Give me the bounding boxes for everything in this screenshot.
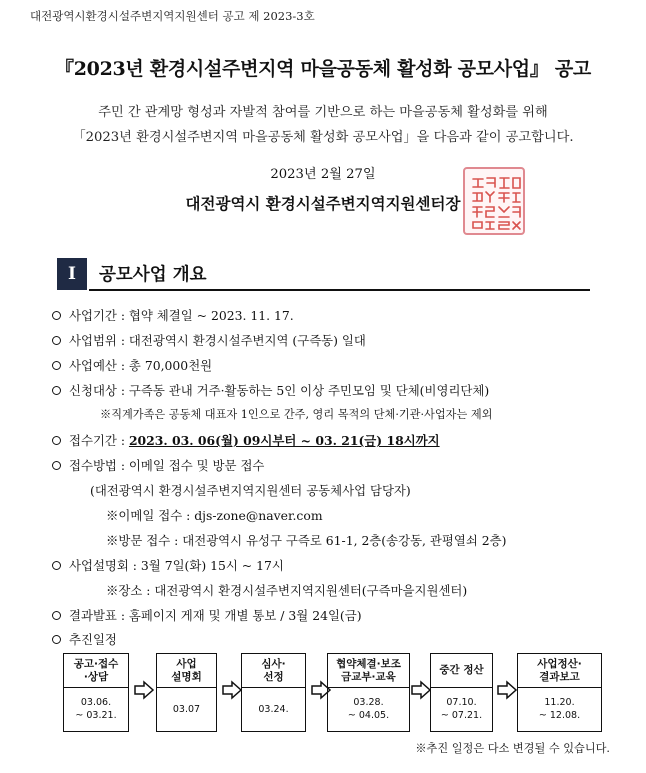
bullet-circle-icon <box>52 461 61 470</box>
flow-step-title: 사업 설명회 <box>157 654 216 688</box>
flow-step-date: 03.28. ~ 04.05. <box>347 697 390 721</box>
method-contact: (대전광역시 환경시설주변지역지원센터 공동체사업 담당자) <box>90 483 411 498</box>
bullet-circle-icon <box>52 386 61 395</box>
list-item-result: 결과발표 : 홈페이지 게재 및 개별 통보 / 3월 24일(금) <box>52 606 362 624</box>
flow-step-date: 03.07 <box>172 703 201 715</box>
list-item-reception: 접수기간 : 2023. 03. 06(월) 09시부터 ~ 03. 21(금) 18시까지 <box>52 431 440 449</box>
section-number: Ⅰ <box>57 258 87 290</box>
bullet-circle-icon <box>52 311 61 320</box>
target-note: ※직계가족은 공동체 대표자 1인으로 간주, 영리 목적의 단체·기관·사업자는 제외 <box>100 408 493 421</box>
visit-reception: ※방문 접수 : 대전광역시 유성구 구즉로 61-1, 2층(송강동, 관평열쇠 2층) <box>106 533 507 548</box>
bullet-circle-icon <box>52 436 61 445</box>
reception-period: 2023. 03. 06(월) 09시부터 ~ 03. 21(금) 18시까지 <box>128 433 440 448</box>
section-title: 공모사업 개요 <box>99 265 207 285</box>
bullet-circle-icon <box>52 561 61 570</box>
arrow-right-icon <box>496 680 518 700</box>
arrow-right-icon <box>133 680 155 700</box>
intro-line-1: 주민 간 관계망 형성과 자발적 참여를 기반으로 하는 마을공동체 활성화를 위해 <box>98 105 548 120</box>
list-item-scope: 사업범위 : 대전광역시 환경시설주변지역 (구즉동) 일대 <box>52 331 366 349</box>
flow-step-date: 03.24. <box>258 703 289 715</box>
flow-step <box>517 653 602 732</box>
seal-graphic <box>469 173 523 231</box>
arrow-right-icon <box>221 680 243 700</box>
list-item-period: 사업기간 : 협약 체결일 ~ 2023. 11. 17. <box>52 306 294 324</box>
announcement-date: 2023년 2월 27일 <box>270 167 376 182</box>
schedule-flow <box>63 653 603 733</box>
flow-step-date: 03.06. ~ 03.21. <box>75 697 117 721</box>
footer-note: ※추진 일정은 다소 변경될 수 있습니다. <box>415 742 610 755</box>
flow-step <box>63 653 129 732</box>
bullet-circle-icon <box>52 635 61 644</box>
list-item-method: 접수방법 : 이메일 접수 및 방문 접수 <box>52 456 264 474</box>
flow-step-date: 11.20. ~ 12.08. <box>538 697 581 721</box>
flow-step-title: 심사· 선정 <box>242 654 305 688</box>
bullet-circle-icon <box>52 361 61 370</box>
flow-step <box>241 653 306 732</box>
flow-step-date: 07.10. ~ 07.21. <box>440 697 483 721</box>
arrow-right-icon <box>410 680 432 700</box>
email-reception: ※이메일 접수 : djs-zone@naver.com <box>106 508 323 523</box>
list-item-briefing: 사업설명회 : 3월 7일(화) 15시 ~ 17시 <box>52 556 284 574</box>
flow-step-title: 공고·접수 ·상담 <box>64 654 128 688</box>
flow-step <box>430 653 493 732</box>
page-title: 『2023년 환경시설주변지역 마을공동체 활성화 공모사업』 공고 <box>55 58 591 80</box>
bullet-circle-icon <box>52 611 61 620</box>
flow-step <box>327 653 410 732</box>
briefing-place: ※장소 : 대전광역시 환경시설주변지역지원센터(구즉마을지원센터) <box>106 583 468 598</box>
flow-step <box>156 653 217 732</box>
bullet-circle-icon <box>52 336 61 345</box>
flow-step-title: 중간 정산 <box>431 654 492 688</box>
section-header <box>57 258 590 292</box>
official-seal <box>463 167 525 235</box>
list-item-target: 신청대상 : 구즉동 관내 거주·활동하는 5인 이상 주민모임 및 단체(비영리단체) <box>52 381 489 399</box>
document-number: 대전광역시환경시설주변지역지원센터 공고 제 2023-3호 <box>30 9 315 23</box>
list-item-budget: 사업예산 : 총 70,000천원 <box>52 356 212 374</box>
intro-paragraph <box>0 100 646 150</box>
flow-step-title: 협약체결·보조 금교부·교육 <box>328 654 409 688</box>
list-item-schedule: 추진일정 <box>52 630 117 648</box>
intro-line-2: 「2023년 환경시설주변지역 마을공동체 활성화 공모사업」을 다음과 같이 공고합니다. <box>72 130 574 145</box>
sender-name: 대전광역시 환경시설주변지역지원센터장 <box>185 194 461 213</box>
flow-step-title: 사업정산· 결과보고 <box>518 654 601 688</box>
section-divider <box>89 289 590 291</box>
